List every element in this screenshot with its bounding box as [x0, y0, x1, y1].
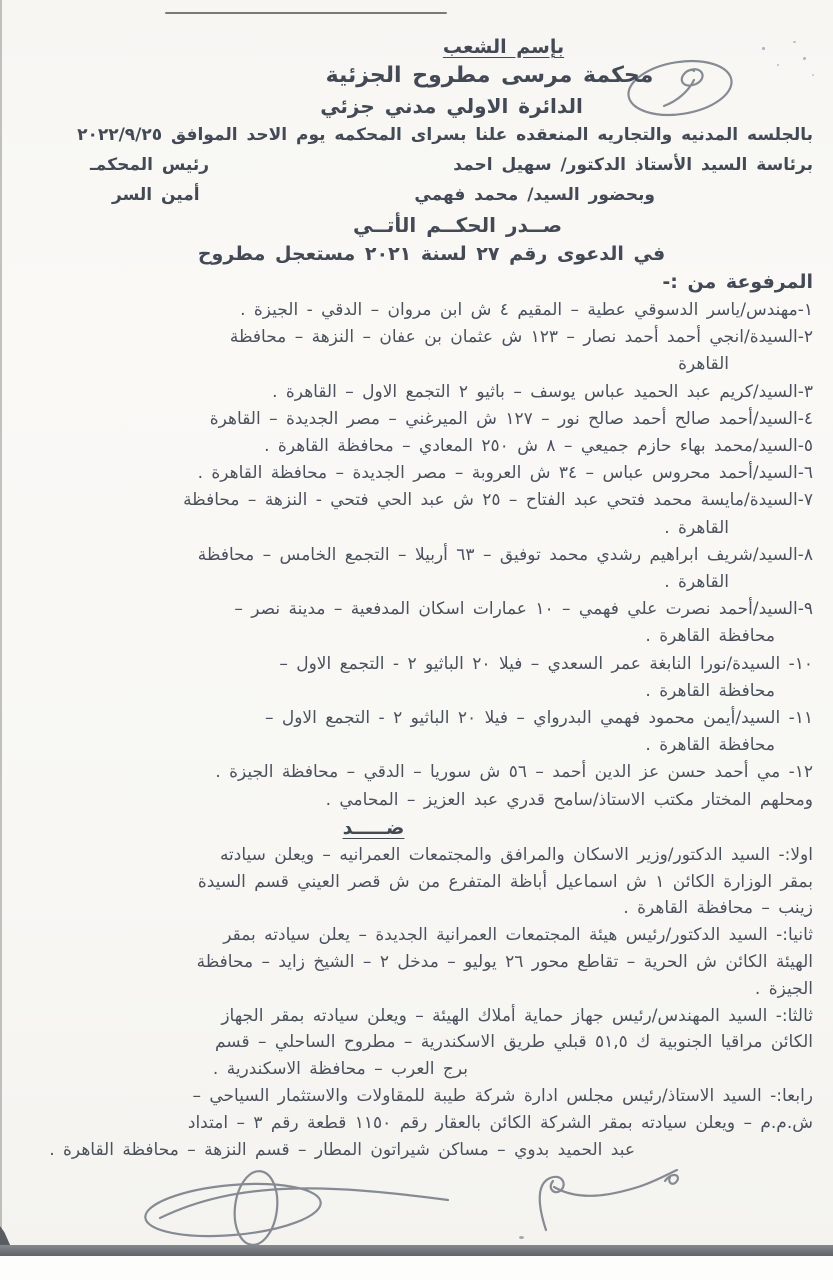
defendant-2-line: الهيئة الكائن ش الحرية – تقاطع محور ٢٦ يوليو – مدخل ٢ – الشيخ زايد – محافظة [196, 952, 813, 973]
defendant-4 [26, 1083, 813, 1163]
plaintiff-5: ٥-السيد/محمد بهاء حازم جميعي – ٨ ش ٢٥٠ المعادي – محافظة القاهرة . [264, 436, 813, 457]
plaintiff-6: ٦-السيد/أحمد محروس عباس – ٣٤ ش العروبة – مصر الجديدة – محافظة القاهرة . [197, 463, 813, 484]
presiding-row [26, 150, 813, 180]
plaintiff-9: ٩-السيد/أحمد نصرت علي فهمي – ١٠ عمارات اسكان المدفعية – مدينة نصر – [234, 599, 813, 620]
plaintiff-2-continued: القاهرة [678, 354, 729, 375]
presiding-judge-name: برئاسة السيد الأستاذ الدكتور/ سهيل احمد [453, 155, 813, 175]
plaintiff-7: ٧-السيدة/مايسة محمد فتحي عبد الفتاح – ٢٥ ش عبد الحي فتحي - النزهة – محافظة [183, 490, 813, 511]
defendant-1-line: اولا:- السيد الدكتور/وزير الاسكان والمرافق والمجتمعات العمرانيه – ويعلن سيادته [219, 844, 813, 865]
clerk-row [26, 180, 813, 210]
court-name: محكمة مرسى مطروح الجزئية [325, 63, 654, 88]
defendant-1-line: زينب – محافظة القاهرة . [623, 898, 813, 919]
session-line: بالجلسه المدنيه والتجاريه المنعقده علنا بسراى المحكمه يوم الاحد الموافق ٢٠٢٢/٩/٢٥ [77, 125, 813, 145]
defendant-1 [26, 842, 813, 922]
defendant-2-line: الجيزة . [754, 978, 813, 999]
case-number-line: في الدعوى رقم ٢٧ لسنة ٢٠٢١ مستعجل مطروح [197, 243, 666, 265]
plaintiffs-list [26, 297, 813, 787]
plaintiff-12: ١٢- مي أحمد حسن عز الدين أحمد – ٥٦ ش سوريا – الدقي – محافظة الجيزة . [215, 762, 813, 783]
plaintiff-10-continued: محافظة القاهرة . [645, 680, 775, 701]
defendant-4-line: عبد الحميد بدوي – مساكن شيراتون المطار – قسم النزهة – محافظة القاهرة . [49, 1139, 635, 1160]
in-the-name-heading: بإسم الشعب [442, 36, 565, 58]
scan-top-edge-line [165, 12, 447, 14]
defendant-1-line: بمقر الوزارة الكائن ١ ش اسماعيل أباظة المتفرع من ش قصر العيني قسم السيدة [197, 871, 813, 892]
defendant-3-line: ثالثا:- السيد المهندس/رئيس جهاز حماية أملاك الهيئة – ويعلن سيادته بمقر الجهاز [221, 1005, 813, 1026]
plaintiff-10: ١٠- السيدة/نورا النابغة عمر السعدي – فيلا ٢٠ الباثيو ٢ - التجمع الاول – [279, 653, 813, 674]
defendant-2-line: ثانيا:- السيد الدكتور/رئيس هيئة المجتمعات العمرانية الجديدة – يعلن سيادته بمقر [223, 925, 813, 946]
plaintiff-8-continued: القاهرة . [664, 572, 729, 593]
plaintiff-3: ٣-السيد/كريم عبد الحميد عباس يوسف – باثيو ٢ التجمع الاول – القاهرة . [272, 381, 813, 402]
defendant-4-line: ش.م.م – ويعلن سيادته بمقر الشركة الكائن بالعقار رقم ١١٥٠ قطعة رقم ٣ – امتداد [187, 1112, 813, 1133]
plaintiff-11: ١١- السيد/أيمن محمود فهمي البدرواي – فيلا ٢٠ الباثيو ٢ - التجمع الاول – [264, 708, 813, 729]
plaintiff-11-continued: محافظة القاهرة . [645, 735, 775, 756]
document-text-column [26, 34, 813, 1163]
in-the-name-heading-row [110, 34, 833, 60]
versus-heading-row [0, 814, 767, 842]
plaintiff-9-continued: محافظة القاهرة . [645, 626, 775, 647]
judgment-issued-heading: صــدر الحكــم الأتــي [352, 213, 563, 237]
scan-corner-artifact [0, 1226, 11, 1247]
circuit-name: الدائرة الاولي مدني جزئي [320, 94, 583, 118]
scan-bottom-edge-band [0, 1245, 833, 1256]
clerk-title: أمين السر [112, 185, 200, 205]
defendant-3 [26, 1003, 813, 1083]
plaintiff-2: ٢-السيدة/انجي أحمد أحمد نصار – ١٢٣ ش عثمان بن عفان – النزهة – محافظة [229, 327, 813, 348]
filed-by-heading: المرفوعة من :- [662, 271, 813, 293]
plaintiff-1: ١-مهندس/ياسر الدسوقي عطية – المقيم ٤ ش ابن مروان – الدقي - الجيزة . [240, 300, 813, 320]
clerk-name: وبحضور السيد/ محمد فهمي [414, 185, 655, 205]
scan-speckle [519, 1236, 524, 1239]
presiding-judge-title: رئيس المحكمـ [90, 155, 210, 175]
defendant-3-line: برج العرب – محافظة الاسكندرية . [212, 1059, 468, 1080]
signature-left [118, 1168, 458, 1246]
defendant-3-line: الكائن مراقيا الجنوبية ك ٥١,٥ قبلي طريق الاسكندرية – مطروح الساحلي – قسم [214, 1032, 813, 1053]
plaintiff-4: ٤-السيد/أحمد صالح أحمد صالح نور – ١٢٧ ش الميرغني – مصر الجديدة – القاهرة [209, 408, 813, 429]
defendant-4-line: رابعا:- السيد الاستاذ/رئيس مجلس ادارة شركة طيبة للمقاولات والاستثمار السياحي – [192, 1086, 813, 1107]
defendant-2 [26, 922, 813, 1002]
versus-heading: ضـــــد [342, 816, 405, 839]
plaintiff-8: ٨-السيد/شريف ابراهيم رشدي محمد توفيق – ٦٣ أربيلا – التجمع الخامس – محافظة [197, 544, 813, 565]
signature-right [520, 1164, 690, 1236]
plaintiff-7-continued: القاهرة . [664, 517, 729, 538]
chosen-domicile-line: ومحلهم المختار مكتب الاستاذ/سامح قدري عبد العزيز – المحامي . [325, 789, 813, 810]
